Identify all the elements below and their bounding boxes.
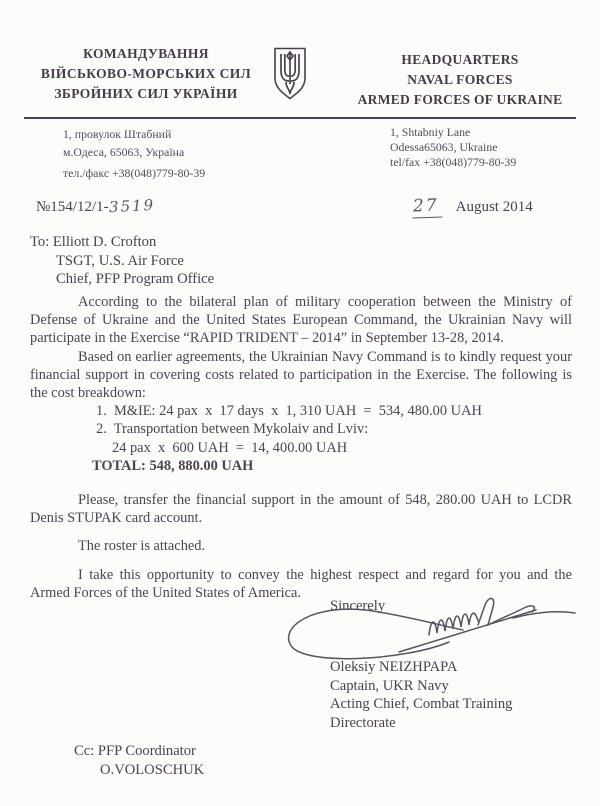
header-divider-line xyxy=(24,117,576,119)
address-en-line1: 1, Shtabniy Lane xyxy=(390,125,471,139)
contact-block-ukrainian xyxy=(63,125,205,182)
signer-rank: Captain, UKR Navy xyxy=(330,677,449,694)
paragraph-request: Based on earlier agreements, the Ukrainian Navy Command is to kindly request your financial support in covering costs related to participation in the Exercise. The following is the cost breakdown: xyxy=(30,348,572,402)
header-ua-line2: ВІЙСЬКОВО-МОРСЬКИХ СИЛ xyxy=(40,66,252,81)
sincerely-label: Sincerely xyxy=(330,598,386,614)
reference-number xyxy=(36,197,155,216)
signature-block xyxy=(330,658,512,732)
cost-item-transport-line2: 24 pax x 600 UAH = 14, 400.00 UAH xyxy=(112,439,348,456)
address-en-phone: tel/fax +38(048)779-80-39 xyxy=(390,155,517,169)
address-ua-phone: тел./факс +38(048)779-80-39 xyxy=(63,166,206,180)
paragraph-roster: The roster is attached. xyxy=(78,538,206,555)
recipient-rank: TSGT, U.S. Air Force xyxy=(56,252,184,269)
signer-title-line1: Acting Chief, Combat Training xyxy=(330,696,513,712)
ukraine-trident-emblem-icon xyxy=(270,47,310,103)
recipient-block xyxy=(30,233,214,289)
signature-scribble xyxy=(281,586,589,668)
header-ukrainian-title xyxy=(28,44,264,104)
cost-total: TOTAL: 548, 880.00 UAH xyxy=(92,457,254,474)
reference-number-handwritten: 3519 xyxy=(108,195,156,217)
date-line xyxy=(412,196,533,218)
reference-number-printed: №154/12/1- xyxy=(36,199,109,215)
paragraph-cooperation: According to the bilateral plan of military cooperation between the Ministry of Defense of Ukraine and the United States European Command, the Ukrainian Navy will participate in the Exercise “RAPID TRIDENT – 2014” in September 13-28, 2014. xyxy=(30,294,572,347)
signer-title-line2: Directorate xyxy=(330,714,396,731)
contact-block-english xyxy=(390,125,516,170)
paragraph-transfer: Please, transfer the financial support in the amount of 548, 280.00 UAH to LCDR Denis STUPAK card account. xyxy=(30,492,572,527)
recipient-name: To: Elliott D. Crofton xyxy=(30,234,157,250)
cc-coordinator: Cc: PFP Coordinator xyxy=(74,743,196,759)
date-month-year: August 2014 xyxy=(455,199,533,215)
header-en-line1: HEADQUARTERS xyxy=(401,52,519,67)
address-en-line2: Odessa65063, Ukraine xyxy=(390,140,498,154)
header-english-title xyxy=(336,50,584,110)
cost-item-mie: 1. M&IE: 24 pax x 17 days x 1, 310 UAH = 534, 480.00 UAH xyxy=(96,403,482,420)
cost-item-transport-line1: 2. Transportation between Mykolaiv and Lviv: xyxy=(96,421,369,438)
header-en-line3: ARMED FORCES OF UKRAINE xyxy=(357,92,563,107)
header-ua-line3: ЗБРОЙНИХ СИЛ УКРАЇНИ xyxy=(54,86,238,101)
cc-block xyxy=(74,742,204,779)
address-ua-line1: 1, провулок Штабний xyxy=(63,127,172,141)
signer-name: Oleksiy NEIZHPAPA xyxy=(330,659,458,675)
address-ua-line2: м.Одеса, 65063, Україна xyxy=(63,145,185,159)
paragraph-respect: I take this opportunity to convey the highest respect and regard for you and the Armed Forces of the United States of America. xyxy=(30,566,572,601)
cc-name: O.VOLOSCHUK xyxy=(100,761,205,778)
letter-body xyxy=(30,293,572,602)
header-ua-line1: КОМАНДУВАННЯ xyxy=(83,46,209,61)
date-day-handwritten: 27 xyxy=(412,195,442,218)
recipient-title: Chief, PFP Program Office xyxy=(56,271,215,287)
header-en-line2: NAVAL FORCES xyxy=(407,72,513,87)
